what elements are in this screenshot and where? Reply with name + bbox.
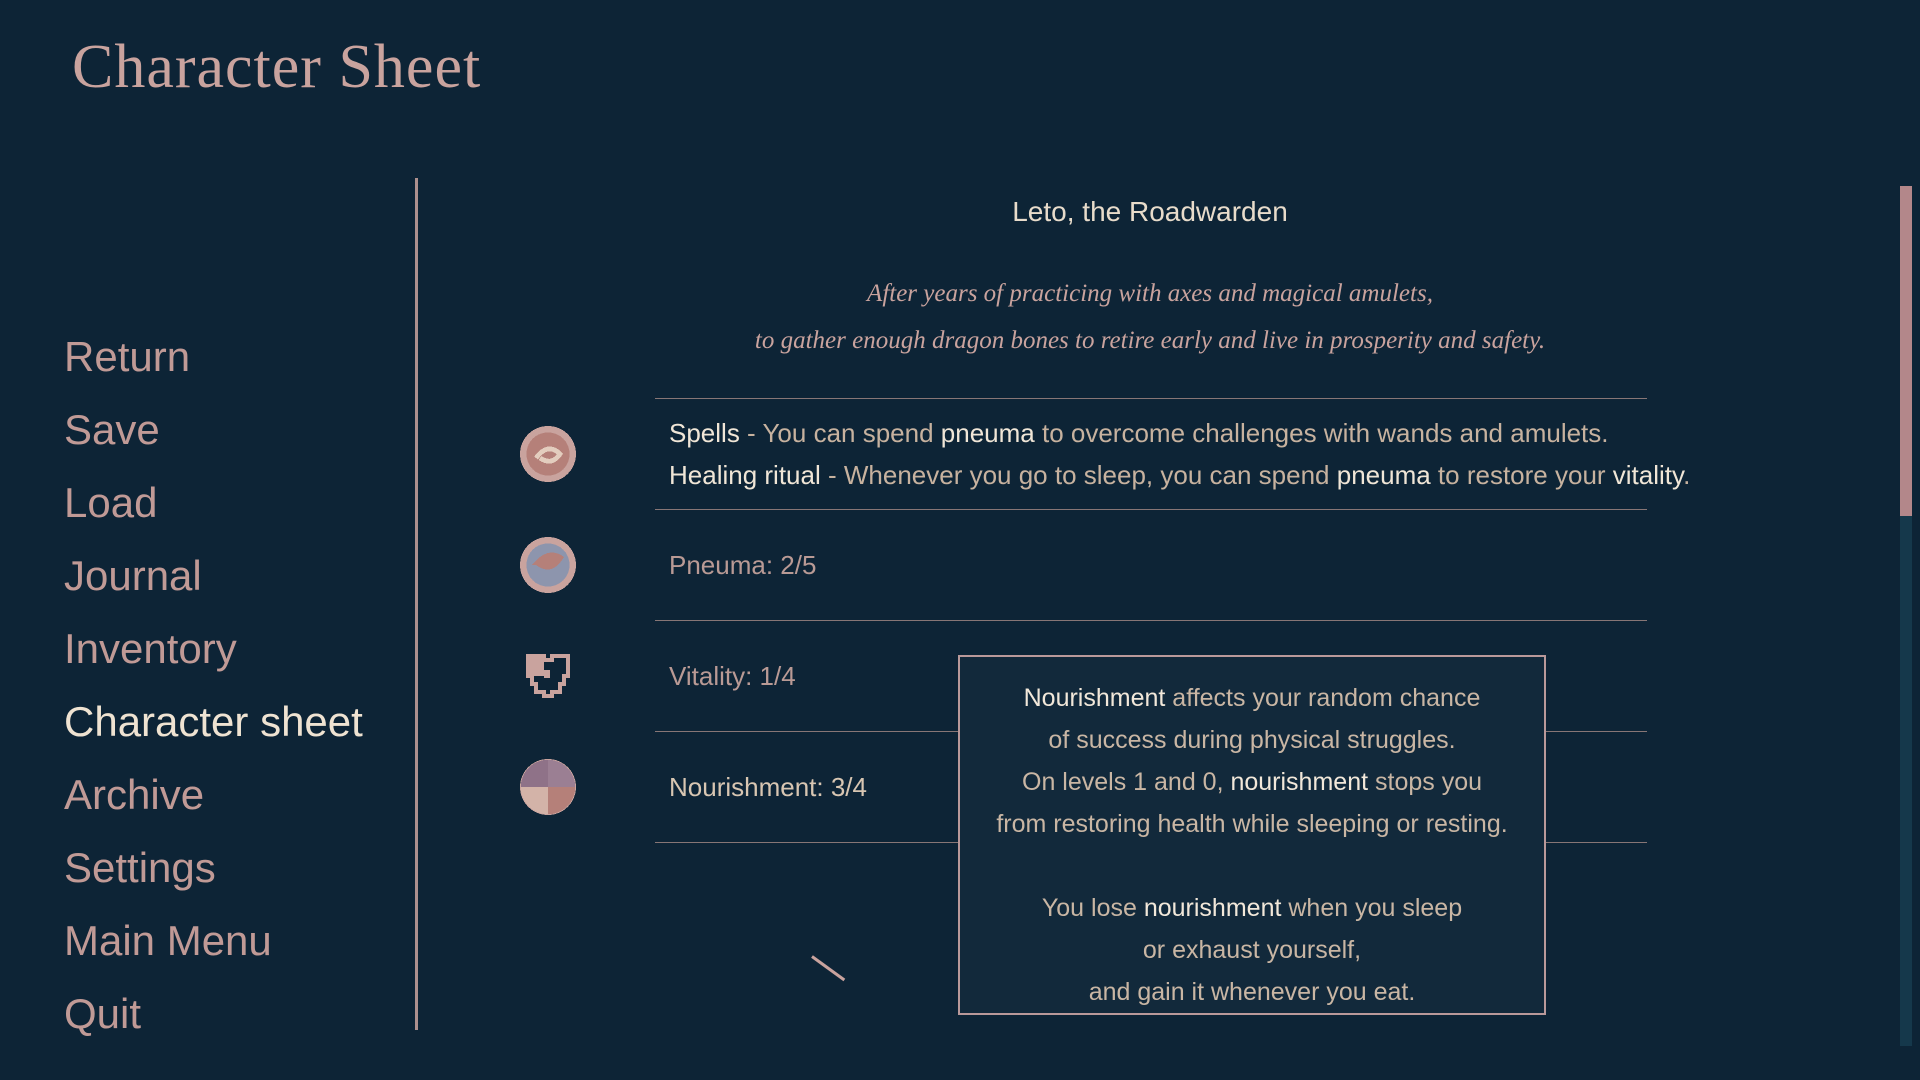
heart-icon bbox=[440, 644, 655, 708]
ability-healing-keyword-vitality: vitality bbox=[1612, 460, 1684, 490]
abilities-text bbox=[655, 412, 1860, 496]
sidebar-item-inventory[interactable]: Inventory bbox=[64, 625, 237, 672]
ability-spells-name: Spells bbox=[669, 418, 740, 448]
sidebar-item-character-sheet[interactable]: Character sheet bbox=[64, 698, 363, 745]
sidebar-item-load[interactable]: Load bbox=[64, 479, 158, 526]
tooltip-line-5-post: when you sleep bbox=[1281, 894, 1463, 922]
sidebar-divider bbox=[415, 178, 418, 1030]
sidebar-item-journal[interactable]: Journal bbox=[64, 552, 202, 599]
scrollbar-thumb[interactable] bbox=[1900, 186, 1912, 516]
bread-icon bbox=[440, 755, 655, 819]
tooltip-keyword-2: nourishment bbox=[1230, 768, 1369, 796]
tooltip-line-5 bbox=[978, 887, 1526, 929]
stat-label-pneuma: Pneuma: 2/5 bbox=[669, 549, 817, 580]
ability-healing-name: Healing ritual bbox=[669, 460, 821, 490]
tooltip-line-3-pre: On levels 1 and 0, bbox=[1022, 768, 1231, 796]
page-title: Character Sheet bbox=[72, 33, 482, 101]
ability-healing-text-mid: to restore your bbox=[1430, 460, 1613, 490]
tooltip-line-1 bbox=[978, 677, 1526, 719]
ability-healing-text-after: . bbox=[1683, 460, 1691, 490]
tooltip-line-6: or exhaust yourself, bbox=[1142, 936, 1362, 964]
sidebar-item-return[interactable]: Return bbox=[64, 333, 191, 380]
stat-label-vitality: Vitality: 1/4 bbox=[669, 660, 796, 691]
ability-spells-keyword: pneuma bbox=[940, 418, 1035, 448]
abilities-row bbox=[440, 399, 1860, 509]
tooltip-line-2: of success during physical struggles. bbox=[1048, 726, 1456, 754]
ability-spells bbox=[669, 412, 1860, 454]
ability-spells-text-after: to overcome challenges with wands and amulets. bbox=[1034, 418, 1609, 448]
sidebar-item-quit[interactable]: Quit bbox=[64, 990, 142, 1037]
tooltip-line-7: and gain it whenever you eat. bbox=[1088, 978, 1416, 1006]
sidebar-item-main-menu[interactable]: Main Menu bbox=[64, 917, 272, 964]
ability-healing-ritual bbox=[669, 454, 1860, 496]
amulet-icon bbox=[440, 422, 655, 486]
ability-healing-text-before: - Whenever you go to sleep, you can spend bbox=[820, 460, 1337, 490]
stat-row-pneuma[interactable] bbox=[440, 510, 1860, 620]
tooltip-line-1-rest: affects your random chance bbox=[1165, 684, 1481, 712]
stat-label-nourishment: Nourishment: 3/4 bbox=[669, 771, 867, 802]
nourishment-tooltip bbox=[958, 655, 1546, 1015]
sidebar-item-archive[interactable]: Archive bbox=[64, 771, 205, 818]
tooltip-line-4: from restoring health while sleeping or resting. bbox=[996, 810, 1508, 838]
sidebar-item-save[interactable]: Save bbox=[64, 406, 160, 453]
character-description bbox=[655, 270, 1645, 364]
tooltip-line-5-pre: You lose bbox=[1041, 894, 1144, 922]
character-description-line2: to gather enough dragon bones to retire early and live in prosperity and safety. bbox=[754, 327, 1546, 354]
character-description-line1: After years of practicing with axes and magical amulets, bbox=[867, 280, 1433, 307]
tooltip-keyword-3: nourishment bbox=[1143, 894, 1282, 922]
sidebar-item-settings[interactable]: Settings bbox=[64, 844, 216, 891]
sidebar-menu bbox=[64, 320, 394, 1050]
tooltip-keyword-1: Nourishment bbox=[1023, 684, 1166, 712]
tooltip-line-3 bbox=[978, 761, 1526, 803]
tooltip-line-3-post: stops you bbox=[1368, 768, 1482, 796]
ability-healing-keyword-pneuma: pneuma bbox=[1336, 460, 1431, 490]
ability-spells-text-before: - You can spend bbox=[739, 418, 941, 448]
character-name: Leto, the Roadwarden bbox=[1012, 196, 1288, 227]
pneuma-orb-icon bbox=[440, 533, 655, 597]
